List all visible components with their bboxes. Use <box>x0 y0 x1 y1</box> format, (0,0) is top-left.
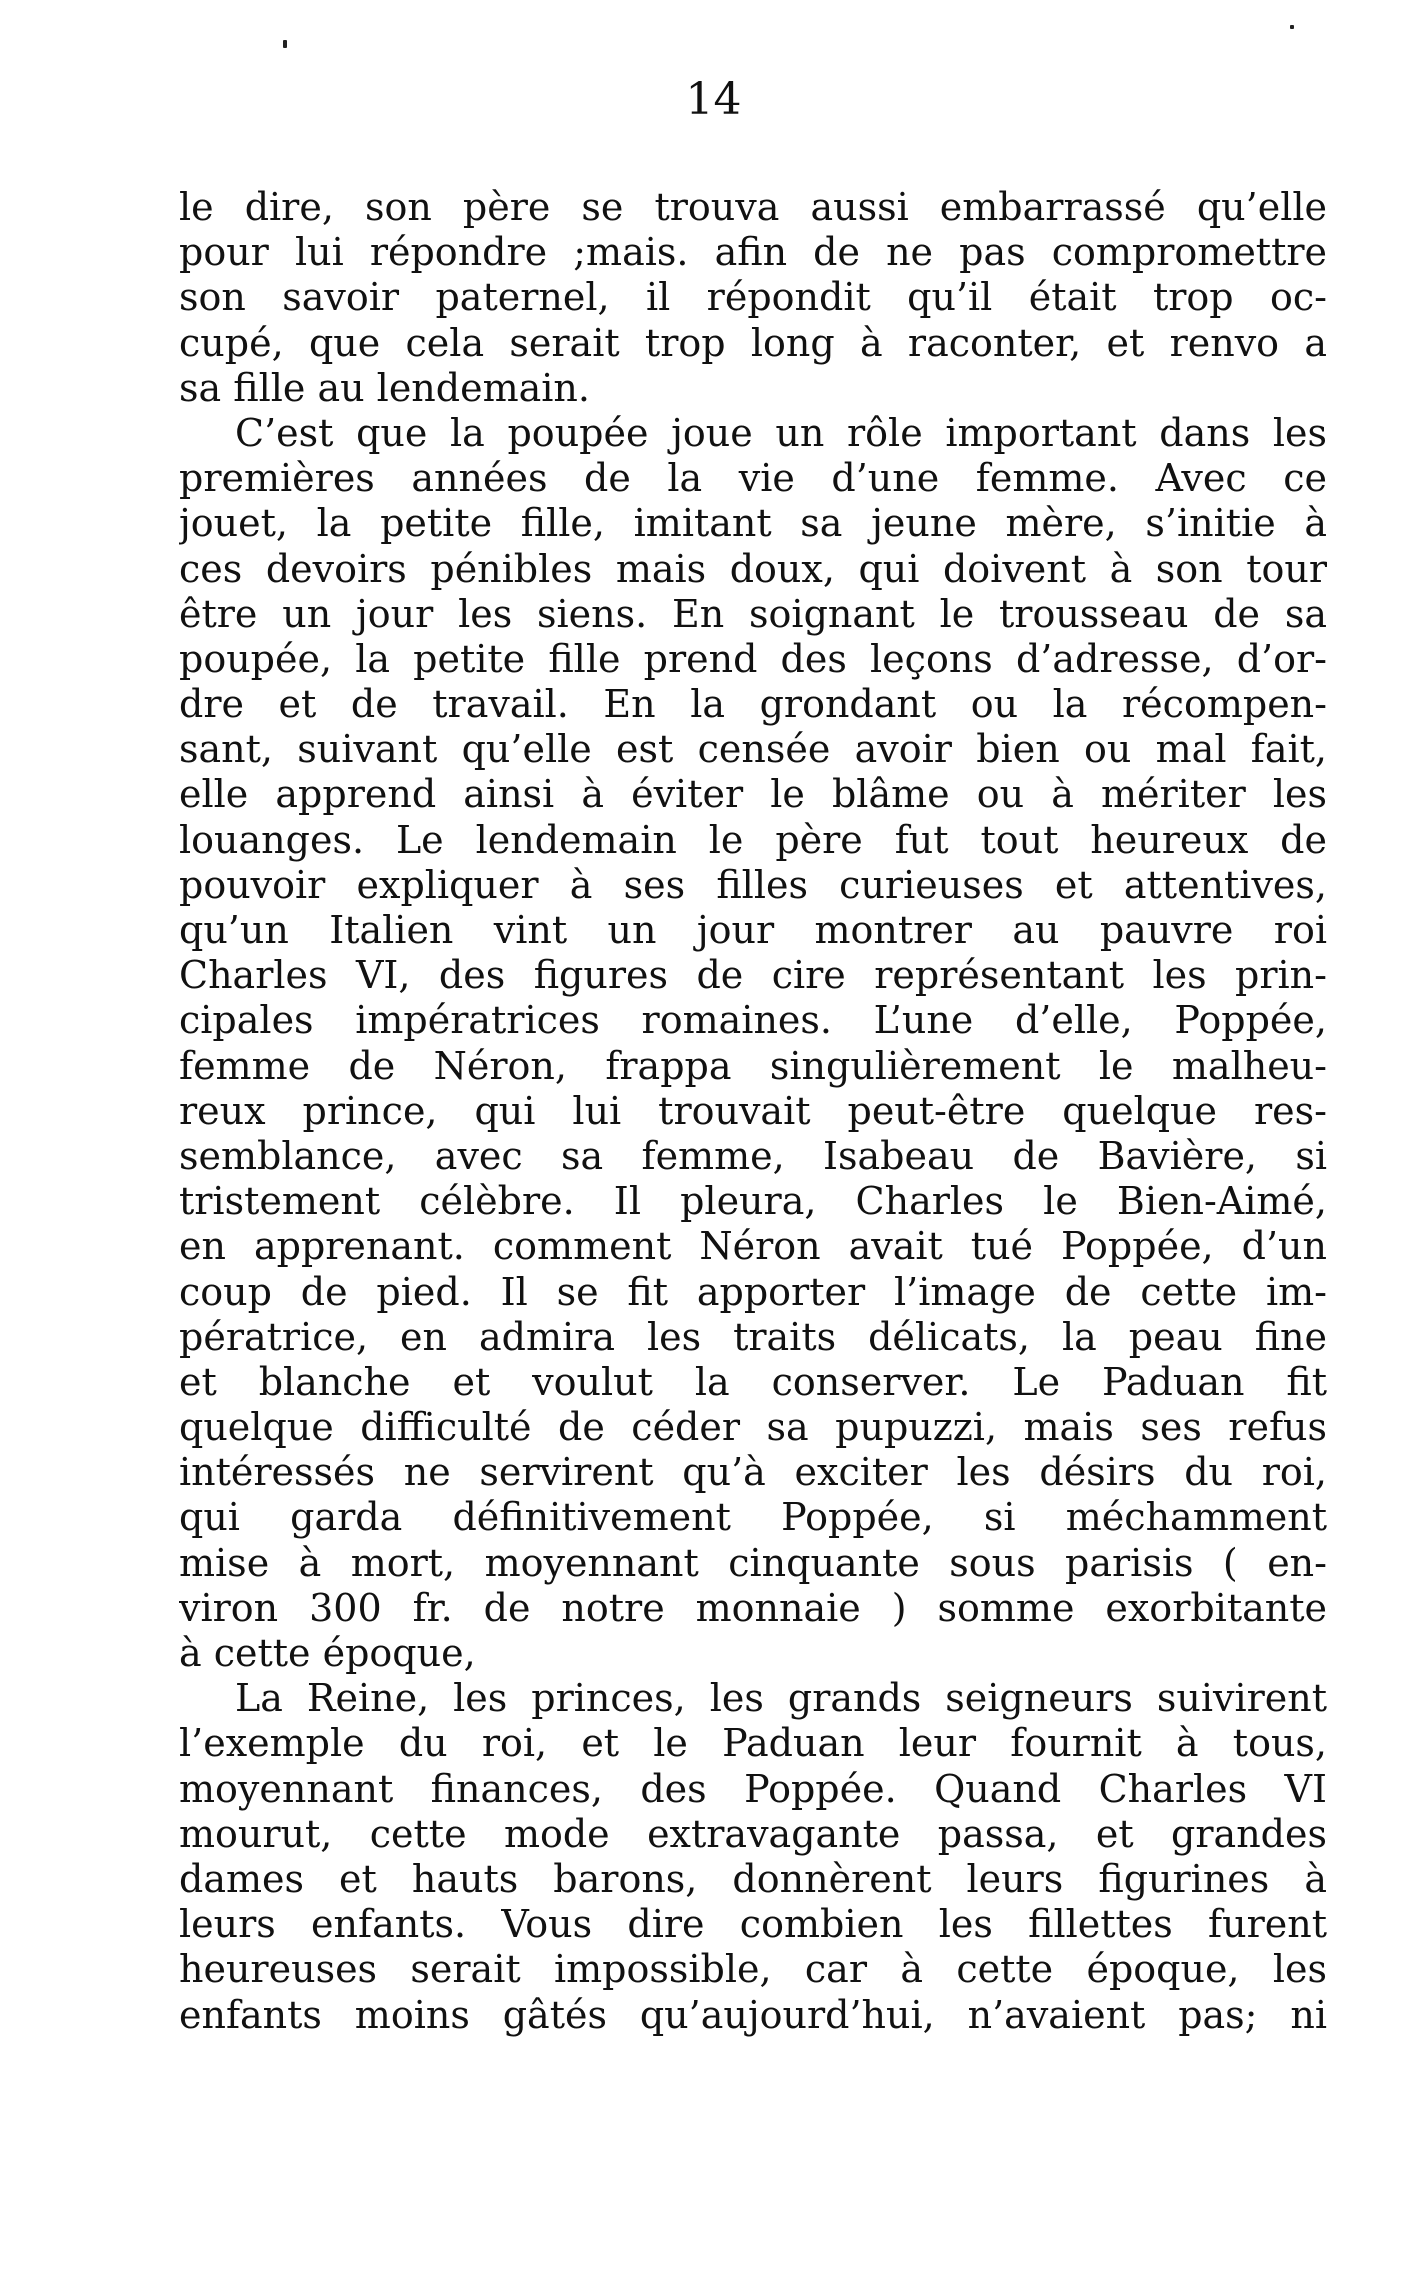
text-line: tristement célèbre. Il pleura, Charles le Bien-Aimé, <box>179 1179 1327 1224</box>
text-line: dre et de travail. En la grondant ou la récompen- <box>179 682 1327 727</box>
text-line: qui garda définitivement Poppée, si méchamment <box>179 1495 1327 1540</box>
text-line: pératrice, en admira les traits délicats, la peau fine <box>179 1314 1327 1359</box>
text-line: son savoir paternel, il répondit qu’il était trop oc- <box>179 275 1327 320</box>
text-line: poupée, la petite fille prend des leçons d’adresse, d’or- <box>179 636 1327 681</box>
text-line: louanges. Le lendemain le père fut tout heureux de <box>179 817 1327 862</box>
text-line: La Reine, les princes, les grands seigneurs suivirent <box>235 1676 1327 1721</box>
text-line: cupé, que cela serait trop long à raconter, et renvo a <box>179 320 1327 365</box>
text-line: jouet, la petite fille, imitant sa jeune mère, s’initie à <box>179 501 1327 546</box>
text-line: coup de pied. Il se fit apporter l’image de cette im- <box>179 1269 1327 1314</box>
text-line: dames et hauts barons, donnèrent leurs figurines à <box>179 1856 1327 1901</box>
text-line: qu’un Italien vint un jour montrer au pauvre roi <box>179 908 1327 952</box>
text-line: premières années de la vie d’une femme. Avec ce <box>179 456 1327 501</box>
text-line: à cette époque, <box>179 1631 476 1675</box>
body-text <box>179 185 1327 2038</box>
text-line: enfants moins gâtés qu’aujourd’hui, n’avaient pas; ni <box>179 1992 1327 2037</box>
text-line: cipales impératrices romaines. L’une d’elle, Poppée, <box>179 998 1327 1043</box>
text-line: pour lui répondre ;mais. afin de ne pas compromettre <box>179 230 1327 275</box>
print-speck <box>283 40 287 48</box>
text-line: Charles VI, des figures de cire représentant les prin- <box>179 953 1327 998</box>
text-line: l’exemple du roi, et le Paduan leur fournit à tous, <box>179 1721 1327 1766</box>
text-line: mourut, cette mode extravagante passa, et grandes <box>179 1811 1327 1856</box>
text-line: reux prince, qui lui trouvait peut-être quelque res- <box>179 1088 1327 1133</box>
print-speck <box>1290 25 1294 29</box>
text-line: le dire, son père se trouva aussi embarrassé qu’elle <box>179 185 1327 229</box>
text-line: mise à mort, moyennant cinquante sous parisis ( en- <box>179 1540 1327 1585</box>
text-line: être un jour les siens. En soignant le trousseau de sa <box>179 591 1327 636</box>
text-line: sant, suivant qu’elle est censée avoir bien ou mal fait, <box>179 727 1327 772</box>
text-line: sa fille au lendemain. <box>179 365 590 410</box>
text-line: pouvoir expliquer à ses filles curieuses et attentives, <box>179 862 1327 907</box>
text-line: en apprenant. comment Néron avait tué Poppée, d’un <box>179 1224 1327 1269</box>
text-line: elle apprend ainsi à éviter le blâme ou à mériter les <box>179 772 1327 817</box>
text-line: quelque difficulté de céder sa pupuzzi, mais ses refus <box>179 1405 1327 1450</box>
text-line: heureuses serait impossible, car à cette époque, les <box>179 1947 1327 1992</box>
text-line: et blanche et voulut la conserver. Le Paduan fit <box>179 1359 1327 1404</box>
text-line: viron 300 fr. de notre monnaie ) somme exorbitante <box>179 1585 1327 1630</box>
text-line: moyennant finances, des Poppée. Quand Charles VI <box>179 1766 1327 1811</box>
text-line: leurs enfants. Vous dire combien les fillettes furent <box>179 1902 1327 1947</box>
text-line: C’est que la poupée joue un rôle important dans les <box>235 410 1327 455</box>
text-line: ces devoirs pénibles mais doux, qui doivent à son tour <box>179 546 1327 591</box>
page-number: 14 <box>685 74 742 125</box>
text-line: intéressés ne servirent qu’à exciter les désirs du roi, <box>179 1450 1327 1495</box>
text-line: semblance, avec sa femme, Isabeau de Bavière, si <box>179 1133 1327 1178</box>
text-line: femme de Néron, frappa singulièrement le malheu- <box>179 1043 1327 1088</box>
